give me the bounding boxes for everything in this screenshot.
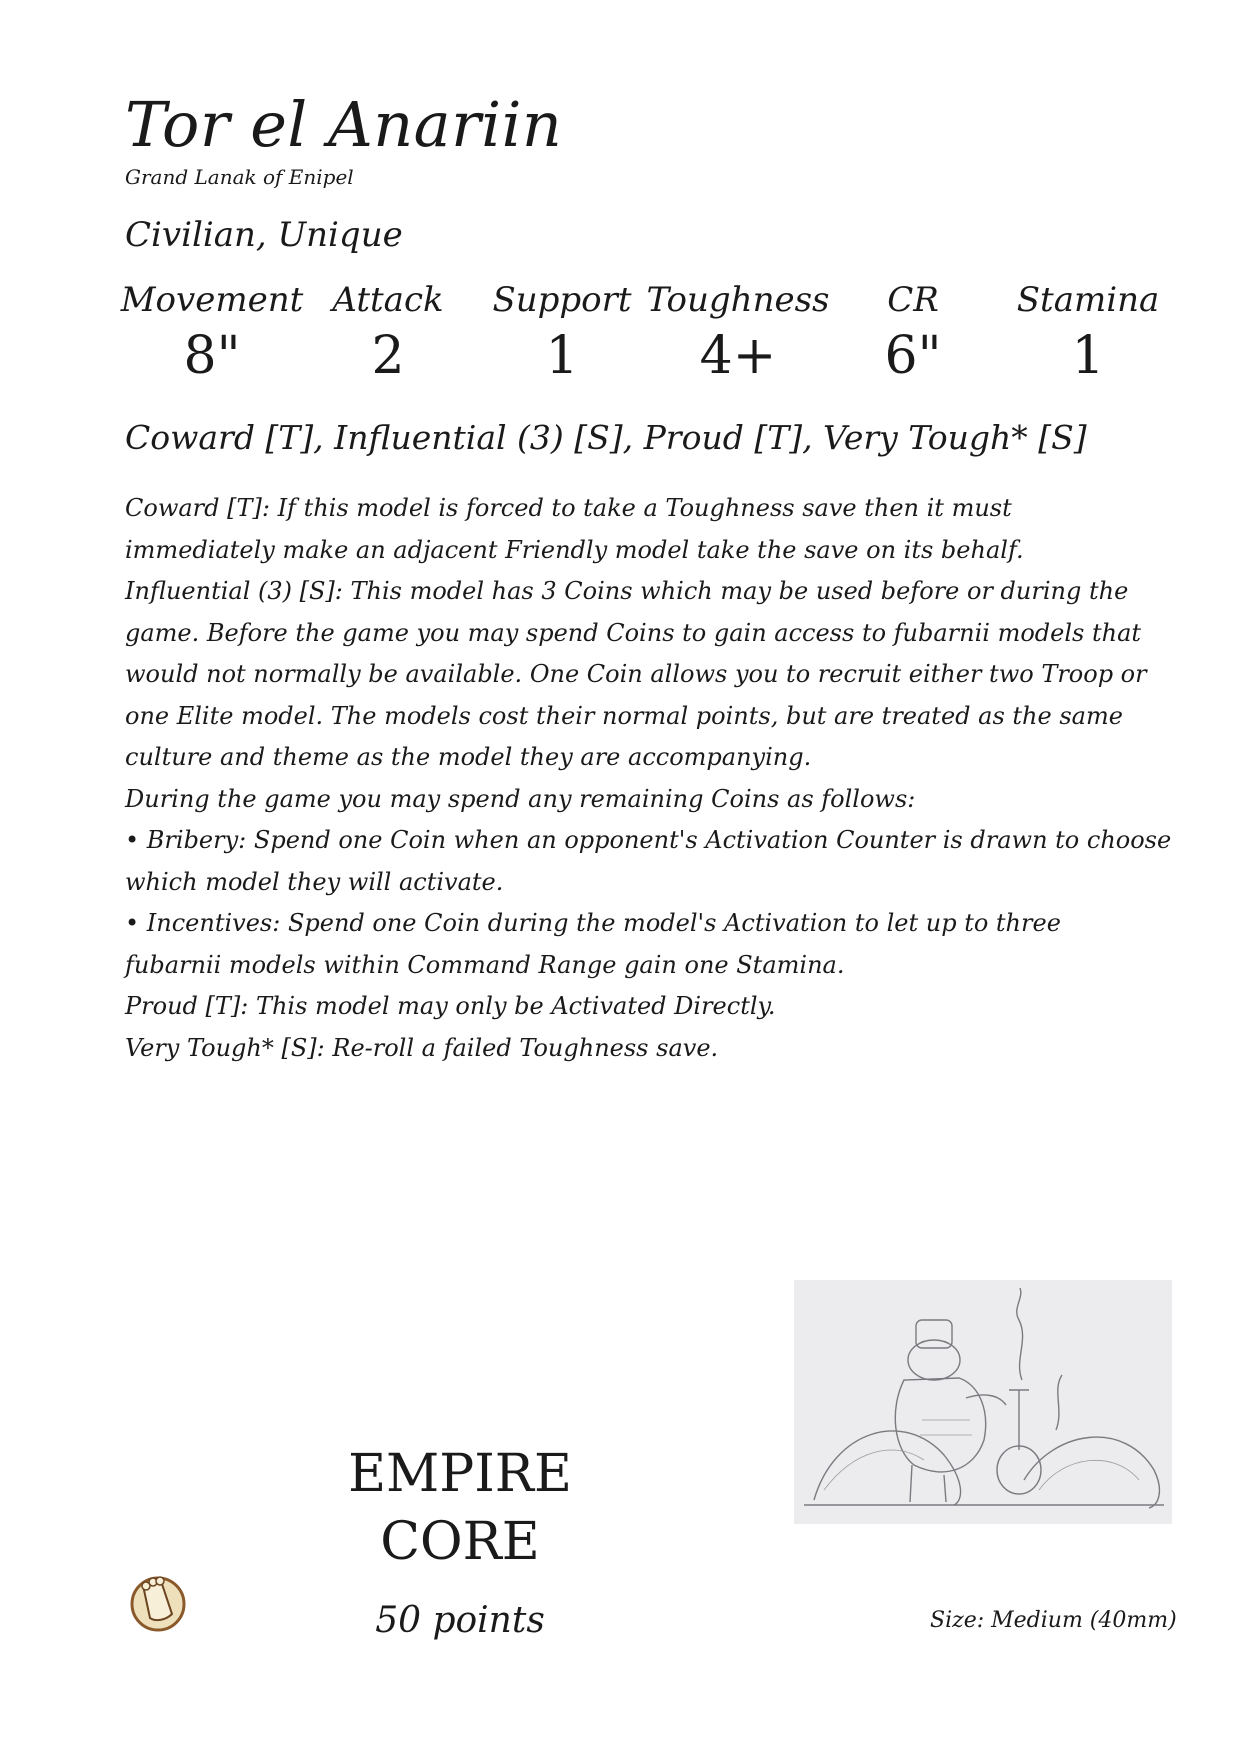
stat-label: Support xyxy=(492,280,632,320)
rules-line: • Bribery: Spend one Coin when an opponent's Activation Counter is drawn to choose xyxy=(125,826,1172,854)
rules-line: fubarnii models within Command Range gain one Stamina. xyxy=(125,950,845,979)
stat-label: CR xyxy=(887,280,939,320)
rules-line: would not normally be available. One Coin allows you to recruit either two Troop or xyxy=(125,660,1147,688)
rules-line: which model they will activate. xyxy=(125,867,504,896)
traits-summary: Coward [T], Influential (3) [S], Proud [T], Very Tough* [S] xyxy=(125,418,1087,457)
rules-line: Coward [T]: If this model is forced to take a Toughness save then it must xyxy=(125,494,1012,522)
faction-label xyxy=(340,1440,580,1576)
stat-value: 8" xyxy=(183,326,241,386)
stat-attack xyxy=(288,280,488,386)
stat-cr xyxy=(813,280,1013,386)
faction-line: EMPIRE xyxy=(348,1444,572,1504)
rules-line: one Elite model. The models cost their normal points, but are treated as the same xyxy=(125,701,1123,730)
card-category: Civilian, Unique xyxy=(125,215,403,255)
stat-label: Movement xyxy=(120,280,304,320)
character-sketch-image xyxy=(794,1280,1172,1524)
stat-stamina xyxy=(988,280,1188,386)
stat-value: 4+ xyxy=(699,326,777,386)
stat-label: Stamina xyxy=(1016,280,1160,320)
stat-label: Toughness xyxy=(646,280,830,320)
stat-value: 1 xyxy=(545,326,579,386)
stat-value: 6" xyxy=(884,326,942,386)
rules-line: Influential (3) [S]: This model has 3 Coins which may be used before or during the xyxy=(125,577,1129,605)
rules-line: Very Tough* [S]: Re-roll a failed Toughness save. xyxy=(125,1033,719,1062)
rules-line: During the game you may spend any remaining Coins as follows: xyxy=(125,784,916,813)
stat-support xyxy=(462,280,662,386)
faction-line: CORE xyxy=(380,1512,540,1572)
points-cost: 50 points xyxy=(375,1600,545,1641)
card-subtitle: Grand Lanak of Enipel xyxy=(125,165,354,189)
stat-toughness xyxy=(638,280,838,386)
stat-value: 2 xyxy=(371,326,405,386)
rules-line: Proud [T]: This model may only be Activated Directly. xyxy=(125,992,776,1020)
card-title: Tor el Anariin xyxy=(125,88,563,161)
rules-line: culture and theme as the model they are accompanying. xyxy=(125,743,812,771)
stat-label: Attack xyxy=(332,280,444,320)
rules-line: game. Before the game you may spend Coins to gain access to fubarnii models that xyxy=(125,618,1142,647)
stat-movement xyxy=(112,280,312,386)
coin-hand-icon xyxy=(126,1570,190,1632)
stat-value: 1 xyxy=(1071,326,1105,386)
size-label: Size: Medium (40mm) xyxy=(930,1608,1177,1633)
rules-line: • Incentives: Spend one Coin during the model's Activation to let up to three xyxy=(125,909,1061,937)
rules-line: immediately make an adjacent Friendly model take the save on its behalf. xyxy=(125,535,1024,564)
rules-text xyxy=(125,488,1172,1069)
